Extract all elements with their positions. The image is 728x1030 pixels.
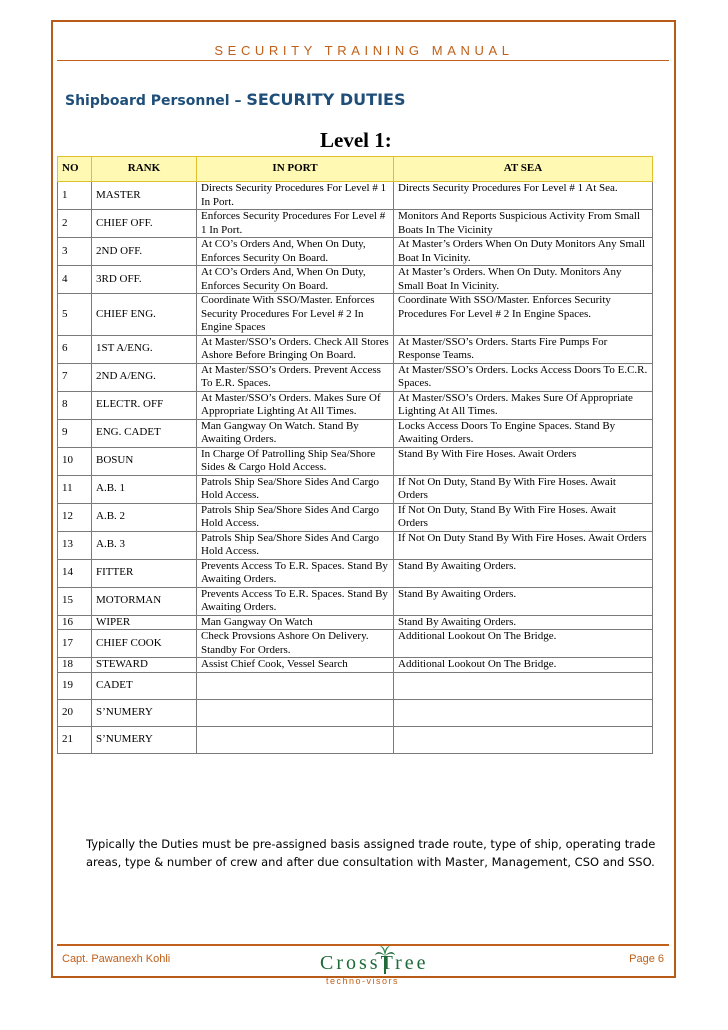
rank-cell: A.B. 3 xyxy=(92,531,197,559)
in-port-cell: Assist Chief Cook, Vessel Search xyxy=(197,658,394,673)
table-row xyxy=(58,238,653,266)
table-header-row xyxy=(58,157,653,182)
table-row xyxy=(58,210,653,238)
column-header-in-port: IN PORT xyxy=(197,157,394,182)
at-sea-cell: At Master’s Orders. When On Duty. Monitors Any Small Boat In Vicinity. xyxy=(394,266,653,294)
at-sea-cell xyxy=(394,699,653,726)
rank-cell: A.B. 2 xyxy=(92,503,197,531)
in-port-cell: Man Gangway On Watch. Stand By Awaiting Orders. xyxy=(197,419,394,447)
no-cell: 17 xyxy=(58,630,92,658)
table-row xyxy=(58,294,653,336)
in-port-cell: Prevents Access To E.R. Spaces. Stand By Awaiting Orders. xyxy=(197,559,394,587)
no-cell: 3 xyxy=(58,238,92,266)
at-sea-cell: Stand By Awaiting Orders. xyxy=(394,587,653,615)
in-port-cell xyxy=(197,726,394,753)
rank-cell: STEWARD xyxy=(92,658,197,673)
at-sea-cell: At Master’s Orders When On Duty Monitors Any Small Boat In Vicinity. xyxy=(394,238,653,266)
at-sea-cell: If Not On Duty, Stand By With Fire Hoses. Await Orders xyxy=(394,475,653,503)
in-port-cell: Patrols Ship Sea/Shore Sides And Cargo Hold Access. xyxy=(197,475,394,503)
no-cell: 9 xyxy=(58,419,92,447)
rank-cell: MOTORMAN xyxy=(92,587,197,615)
at-sea-cell: If Not On Duty, Stand By With Fire Hoses. Await Orders xyxy=(394,503,653,531)
no-cell: 7 xyxy=(58,363,92,391)
in-port-cell: Directs Security Procedures For Level # 1 In Port. xyxy=(197,182,394,210)
table-row xyxy=(58,391,653,419)
table-row xyxy=(58,630,653,658)
no-cell: 1 xyxy=(58,182,92,210)
rank-cell: CHIEF COOK xyxy=(92,630,197,658)
table-row xyxy=(58,615,653,630)
in-port-cell: At Master/SSO’s Orders. Makes Sure Of Appropriate Lighting At All Times. xyxy=(197,391,394,419)
table-row xyxy=(58,658,653,673)
in-port-cell: Patrols Ship Sea/Shore Sides And Cargo Hold Access. xyxy=(197,531,394,559)
no-cell: 16 xyxy=(58,615,92,630)
at-sea-cell: Monitors And Reports Suspicious Activity From Small Boats In The Vicinity xyxy=(394,210,653,238)
at-sea-cell: Additional Lookout On The Bridge. xyxy=(394,630,653,658)
in-port-cell: Coordinate With SSO/Master. Enforces Security Procedures For Level # 2 In Engine Spaces xyxy=(197,294,394,336)
rank-cell: 1ST A/ENG. xyxy=(92,335,197,363)
column-header-at-sea: AT SEA xyxy=(394,157,653,182)
in-port-cell xyxy=(197,699,394,726)
rank-cell: ELECTR. OFF xyxy=(92,391,197,419)
in-port-cell xyxy=(197,672,394,699)
logo-tagline: techno-visors xyxy=(326,976,400,986)
table-row xyxy=(58,419,653,447)
table-row xyxy=(58,182,653,210)
column-header-no: NO xyxy=(58,157,92,182)
no-cell: 18 xyxy=(58,658,92,673)
rank-cell: ENG. CADET xyxy=(92,419,197,447)
at-sea-cell: At Master/SSO’s Orders. Makes Sure Of Appropriate Lighting At All Times. xyxy=(394,391,653,419)
duties-table xyxy=(57,156,653,754)
in-port-cell: Enforces Security Procedures For Level # 1 In Port. xyxy=(197,210,394,238)
no-cell: 14 xyxy=(58,559,92,587)
no-cell: 4 xyxy=(58,266,92,294)
page-number: Page 6 xyxy=(629,953,664,965)
no-cell: 11 xyxy=(58,475,92,503)
in-port-cell: At Master/SSO’s Orders. Prevent Access To E.R. Spaces. xyxy=(197,363,394,391)
no-cell: 6 xyxy=(58,335,92,363)
level-title: Level 1: xyxy=(320,128,392,152)
table-row xyxy=(58,587,653,615)
in-port-cell: At Master/SSO’s Orders. Check All Stores Ashore Before Bringing On Board. xyxy=(197,335,394,363)
in-port-cell: Man Gangway On Watch xyxy=(197,615,394,630)
rank-cell: 2ND A/ENG. xyxy=(92,363,197,391)
no-cell: 21 xyxy=(58,726,92,753)
no-cell: 19 xyxy=(58,672,92,699)
rank-cell: 3RD OFF. xyxy=(92,266,197,294)
at-sea-cell: Directs Security Procedures For Level # 1 At Sea. xyxy=(394,182,653,210)
at-sea-cell: Stand By Awaiting Orders. xyxy=(394,559,653,587)
at-sea-cell: Coordinate With SSO/Master. Enforces Security Procedures For Level # 2 In Engine Spaces. xyxy=(394,294,653,336)
table-row xyxy=(58,559,653,587)
no-cell: 5 xyxy=(58,294,92,336)
in-port-cell: At CO’s Orders And, When On Duty, Enforces Security On Board. xyxy=(197,238,394,266)
table-row xyxy=(58,699,653,726)
in-port-cell: Prevents Access To E.R. Spaces. Stand By Awaiting Orders. xyxy=(197,587,394,615)
header-rule xyxy=(57,60,669,61)
at-sea-cell xyxy=(394,726,653,753)
no-cell: 13 xyxy=(58,531,92,559)
table-row xyxy=(58,672,653,699)
rank-cell: A.B. 1 xyxy=(92,475,197,503)
section-title-main: SECURITY DUTIES xyxy=(246,90,406,109)
in-port-cell: At CO’s Orders And, When On Duty, Enforces Security On Board. xyxy=(197,266,394,294)
rank-cell: WIPER xyxy=(92,615,197,630)
rank-cell: BOSUN xyxy=(92,447,197,475)
duties-note: Typically the Duties must be pre-assigned basis assigned trade route, type of ship, operating trade areas, type & number of crew and after due consultation with Master, Management, CSO and SSO. xyxy=(86,837,656,869)
table-row xyxy=(58,531,653,559)
duties-table-body xyxy=(58,182,653,754)
no-cell: 8 xyxy=(58,391,92,419)
crosstree-logo xyxy=(310,944,440,994)
table-row xyxy=(58,363,653,391)
no-cell: 12 xyxy=(58,503,92,531)
rank-cell: S’NUMERY xyxy=(92,726,197,753)
rank-cell: CHIEF ENG. xyxy=(92,294,197,336)
at-sea-cell: Additional Lookout On The Bridge. xyxy=(394,658,653,673)
at-sea-cell: At Master/SSO’s Orders. Starts Fire Pumps For Response Teams. xyxy=(394,335,653,363)
table-row xyxy=(58,447,653,475)
at-sea-cell: Stand By With Fire Hoses. Await Orders xyxy=(394,447,653,475)
rank-cell: FITTER xyxy=(92,559,197,587)
column-header-rank: RANK xyxy=(92,157,197,182)
logo-wordmark: CrossTree xyxy=(320,952,429,974)
in-port-cell: Patrols Ship Sea/Shore Sides And Cargo Hold Access. xyxy=(197,503,394,531)
no-cell: 2 xyxy=(58,210,92,238)
at-sea-cell: At Master/SSO’s Orders. Locks Access Doors To E.C.R. Spaces. xyxy=(394,363,653,391)
at-sea-cell: If Not On Duty Stand By With Fire Hoses. Await Orders xyxy=(394,531,653,559)
table-row xyxy=(58,503,653,531)
at-sea-cell: Stand By Awaiting Orders. xyxy=(394,615,653,630)
rank-cell: 2ND OFF. xyxy=(92,238,197,266)
table-row xyxy=(58,335,653,363)
at-sea-cell: Locks Access Doors To Engine Spaces. Stand By Awaiting Orders. xyxy=(394,419,653,447)
table-row xyxy=(58,726,653,753)
rank-cell: CADET xyxy=(92,672,197,699)
rank-cell: MASTER xyxy=(92,182,197,210)
table-row xyxy=(58,475,653,503)
in-port-cell: Check Provsions Ashore On Delivery. Standby For Orders. xyxy=(197,630,394,658)
no-cell: 15 xyxy=(58,587,92,615)
rank-cell: S’NUMERY xyxy=(92,699,197,726)
at-sea-cell xyxy=(394,672,653,699)
in-port-cell: In Charge Of Patrolling Ship Sea/Shore Sides & Cargo Hold Access. xyxy=(197,447,394,475)
footer-author: Capt. Pawanexh Kohli xyxy=(62,953,171,965)
table-row xyxy=(58,266,653,294)
no-cell: 10 xyxy=(58,447,92,475)
section-title xyxy=(65,90,405,109)
section-title-prefix: Shipboard Personnel – xyxy=(65,93,247,109)
no-cell: 20 xyxy=(58,699,92,726)
manual-header: SECURITY TRAINING MANUAL xyxy=(214,43,514,58)
rank-cell: CHIEF OFF. xyxy=(92,210,197,238)
